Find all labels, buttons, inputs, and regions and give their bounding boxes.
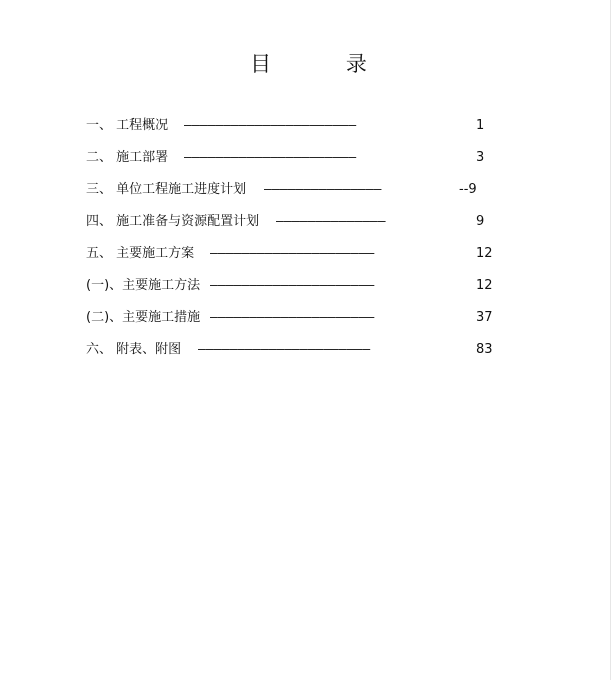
toc-leader-dashes: —————————————————————— bbox=[198, 342, 371, 357]
toc-entry-label: 二、 施工部署 bbox=[86, 150, 169, 165]
toc-entry[interactable] bbox=[86, 149, 506, 167]
toc-entry-label: 四、 施工准备与资源配置计划 bbox=[86, 214, 260, 229]
page-title: 目 录 bbox=[250, 52, 401, 76]
toc-entry[interactable] bbox=[86, 245, 506, 263]
toc-entry[interactable] bbox=[86, 117, 506, 135]
toc-entry-label: 六、 附表、附图 bbox=[86, 342, 182, 357]
toc-page-number: 37 bbox=[476, 310, 493, 325]
toc-entry-label: (二)、主要施工措施 bbox=[86, 310, 201, 325]
toc-page-number: 83 bbox=[476, 342, 493, 357]
toc-page-number: --9 bbox=[459, 182, 477, 197]
toc-entry-label: 三、 单位工程施工进度计划 bbox=[86, 182, 247, 197]
toc-leader-dashes: —————————————————————— bbox=[184, 118, 357, 133]
toc-leader-dashes: —————————————— bbox=[276, 214, 386, 229]
toc-leader-dashes: —————————————————————— bbox=[184, 150, 357, 165]
toc-leader-dashes: ————————————————————— bbox=[210, 246, 375, 261]
toc-page-number: 12 bbox=[476, 278, 493, 293]
toc-leader-dashes: ——————————————— bbox=[264, 182, 382, 197]
toc-entry-label: 一、 工程概况 bbox=[86, 118, 169, 133]
toc-entry[interactable] bbox=[86, 213, 506, 231]
toc-entry[interactable] bbox=[86, 181, 506, 199]
toc-entry[interactable] bbox=[86, 309, 506, 327]
toc-page-number: 1 bbox=[476, 118, 485, 133]
toc-entry-label: 五、 主要施工方案 bbox=[86, 246, 195, 261]
toc-entry-label: (一)、主要施工方法 bbox=[86, 278, 201, 293]
toc-page-number: 12 bbox=[476, 246, 493, 261]
toc-page-number: 9 bbox=[476, 214, 485, 229]
toc-leader-dashes: ————————————————————— bbox=[210, 310, 375, 325]
toc-entry[interactable] bbox=[86, 341, 506, 359]
toc-page-number: 3 bbox=[476, 150, 485, 165]
toc-entry[interactable] bbox=[86, 277, 506, 295]
toc-leader-dashes: ————————————————————— bbox=[210, 278, 375, 293]
